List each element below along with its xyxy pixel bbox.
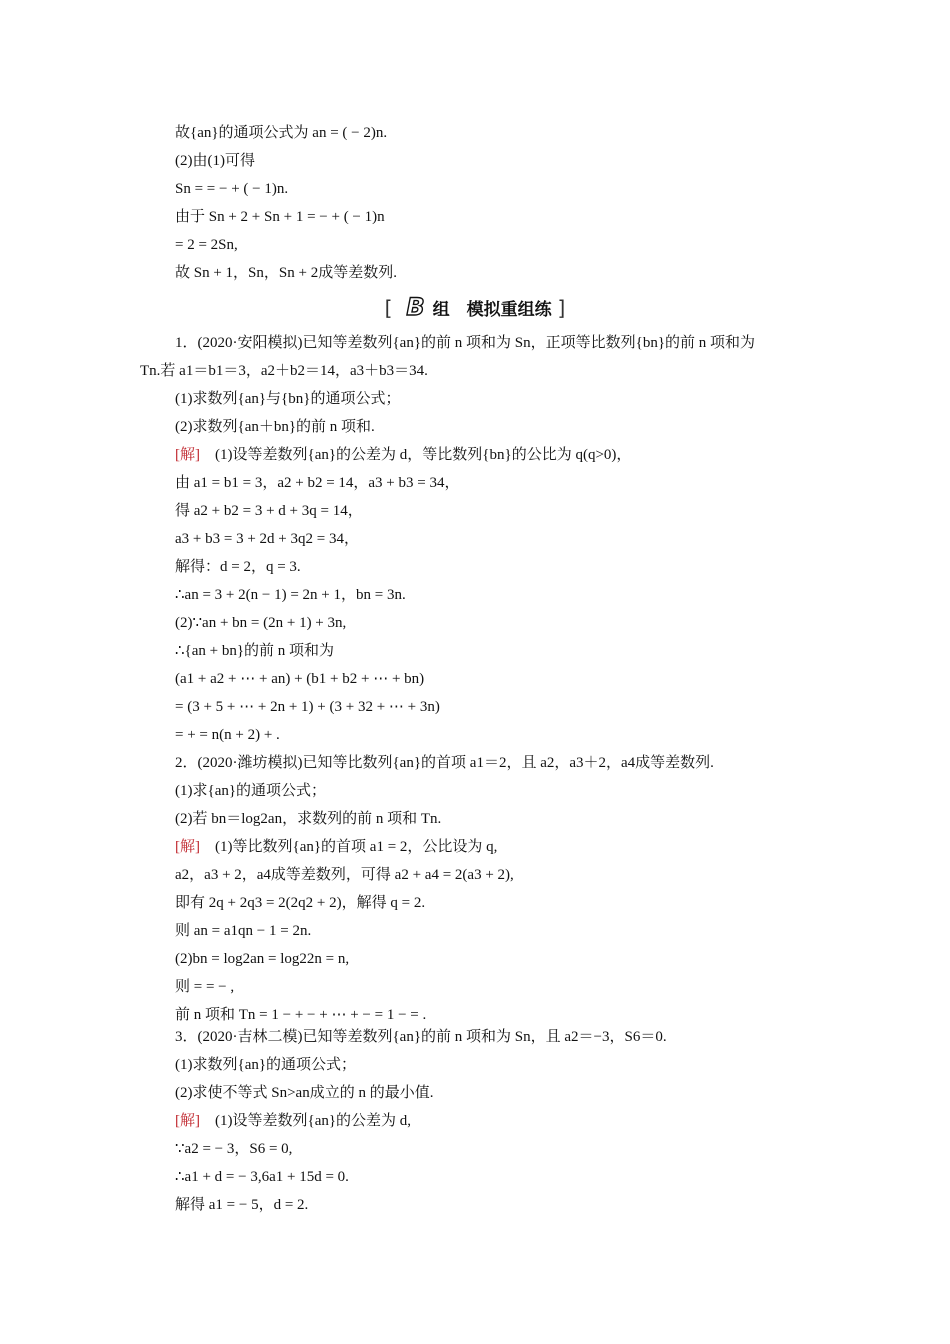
solution-line: (2)bn = log2an = log22n = n, <box>175 951 350 967</box>
solution-line: 即有 2q + 2q3 = 2(2q2 + 2)，解得 q = 2. <box>175 895 426 911</box>
solution-line: 由 a1 = b1 = 3，a2 + b2 = 14，a3 + b3 = 34， <box>175 475 460 491</box>
solution-line: 得 a2 + b2 = 3 + d + 3q = 14， <box>175 503 363 519</box>
section-heading <box>0 293 950 321</box>
problem-3-sub: (1)求数列{an}的通项公式； <box>175 1057 357 1073</box>
section-title: 组 模拟重组练 <box>432 300 552 320</box>
solution-line: (a1 + a2 + ⋯ + an) + (b1 + b2 + ⋯ + bn) <box>175 671 425 687</box>
problem-1-line: 1．(2020·安阳模拟)已知等差数列{an}的前 n 项和为 Sn，正项等比数列{bn}的前 n 项和为 <box>175 335 756 351</box>
solution-text: (1)设等差数列{an}的公差为 d, <box>200 1113 412 1129</box>
bracket-left: [ <box>384 296 393 320</box>
problem-3-line: 3．(2020·吉林二模)已知等差数列{an}的前 n 项和为 Sn，且 a2＝−3，S6＝0. <box>175 1029 667 1045</box>
solution-text: (1)设等差数列{an}的公差为 d，等比数列{bn}的公比为 q(q>0)， <box>200 447 632 463</box>
solution-line: 则 = = − , <box>175 979 235 995</box>
problem-2-line: 2．(2020·潍坊模拟)已知等比数列{an}的首项 a1＝2，且 a2，a3＋2，a4成等差数列. <box>175 755 714 771</box>
solution-1-first <box>175 445 631 465</box>
problem-1-line: Tn.若 a1＝b1＝3，a2＋b2＝14，a3＋b3＝34. <box>140 363 428 379</box>
solution-3-first <box>175 1111 411 1131</box>
solution-line: a3 + b3 = 3 + 2d + 3q2 = 34， <box>175 531 359 547</box>
group-letter-badge: B <box>406 293 425 321</box>
solution-2-first <box>175 837 497 857</box>
text-line: 由于 Sn + 2 + Sn + 1 = − + ( − 1)n <box>175 209 385 225</box>
solution-label: [解] <box>175 1113 200 1129</box>
solution-line: 前 n 项和 Tn = 1 − + − + ⋯ + − = 1 − = . <box>175 1007 427 1023</box>
bracket-right: ] <box>557 296 566 320</box>
text-line: = 2 = 2Sn, <box>175 237 238 253</box>
solution-line: (2)∵an + bn = (2n + 1) + 3n, <box>175 615 347 631</box>
solution-line: ∵a2 = − 3，S6 = 0, <box>175 1141 293 1157</box>
text-line: 故 Sn + 1，Sn，Sn + 2成等差数列. <box>175 265 397 281</box>
text-line: (2)由(1)可得 <box>175 153 255 169</box>
solution-line: ∴a1 + d = − 3,6a1 + 15d = 0. <box>175 1169 349 1185</box>
solution-line: 解得：d = 2，q = 3. <box>175 559 301 575</box>
solution-line: ∴an = 3 + 2(n − 1) = 2n + 1，bn = 3n. <box>175 587 406 603</box>
solution-line: 解得 a1 = − 5，d = 2. <box>175 1197 309 1213</box>
solution-line: a2，a3 + 2，a4成等差数列，可得 a2 + a4 = 2(a3 + 2), <box>175 867 514 883</box>
solution-line: = + = n(n + 2) + . <box>175 727 280 743</box>
problem-2-sub: (1)求{an}的通项公式； <box>175 783 327 799</box>
solution-line: ∴{an + bn}的前 n 项和为 <box>175 643 335 659</box>
solution-line: 则 an = a1qn − 1 = 2n. <box>175 923 312 939</box>
solution-line: = (3 + 5 + ⋯ + 2n + 1) + (3 + 32 + ⋯ + 3n) <box>175 699 440 715</box>
text-line: Sn = = − + ( − 1)n. <box>175 181 289 197</box>
solution-label: [解] <box>175 447 200 463</box>
text-line: 故{an}的通项公式为 an = ( − 2)n. <box>175 125 388 141</box>
problem-1-sub: (2)求数列{an＋bn}的前 n 项和. <box>175 419 375 435</box>
solution-text: (1)等比数列{an}的首项 a1 = 2，公比设为 q, <box>200 839 498 855</box>
problem-2-sub: (2)若 bn＝log2an，求数列的前 n 项和 Tn. <box>175 811 442 827</box>
problem-1-sub: (1)求数列{an}与{bn}的通项公式； <box>175 391 401 407</box>
solution-label: [解] <box>175 839 200 855</box>
problem-3-sub: (2)求使不等式 Sn>an成立的 n 的最小值. <box>175 1085 434 1101</box>
